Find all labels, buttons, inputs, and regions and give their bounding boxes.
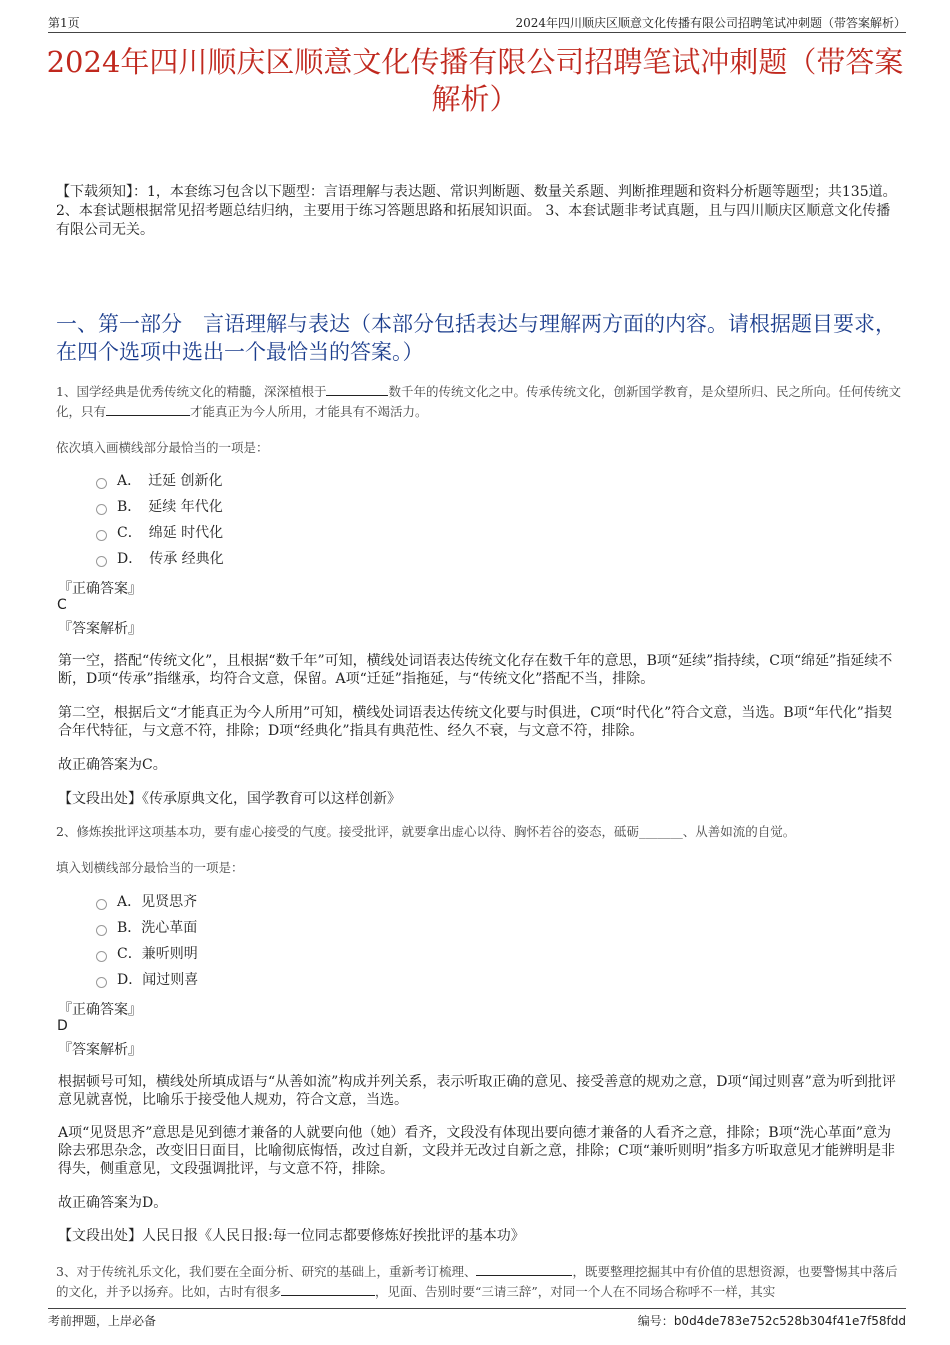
q2-option-d[interactable]: D．闻过则喜	[96, 971, 198, 989]
q1-option-b[interactable]: B． 延续 年代化	[96, 498, 223, 516]
q3-blank-1	[476, 1263, 572, 1276]
q2-analysis-label: 『答案解析』	[58, 1042, 142, 1058]
q1-analysis-3: 故正确答案为C。	[58, 757, 167, 773]
q1-stem-part-c: 才能真正为今人所用，才能具有不竭活力。	[190, 404, 428, 419]
question-3-stem	[56, 1262, 906, 1302]
radio-icon[interactable]	[96, 556, 107, 567]
page-title: 2024年四川顺庆区顺意文化传播有限公司招聘笔试冲刺题（带答案解析）	[46, 45, 904, 116]
page-number: 第1页	[48, 16, 80, 30]
q1-stem-part-a: 1、国学经典是优秀传统文化的精髓，深深植根于	[56, 384, 327, 399]
q1-source: 【文段出处】《传承原典文化，国学教育可以这样创新》	[58, 791, 401, 807]
footer-code	[638, 1312, 906, 1329]
q2-correct-answer: D	[57, 1018, 68, 1034]
footer-code-label: 编号：	[637, 1314, 674, 1328]
q3-stem-part-b: ，既要整理挖掘其中有价值的思想资源，也要警惕其中落后的文化，并予以扬弃。比如，古时有很多	[56, 1264, 898, 1299]
radio-icon[interactable]	[96, 530, 107, 541]
q1-option-d[interactable]: D． 传承 经典化	[96, 550, 224, 568]
q2-analysis-1: 根据顿号可知，横线处所填成语与“从善如流”构成并列关系，表示听取正确的意见、接受善意的规劝之意，D项“闻过则喜”意为听到批评意见就喜悦，比喻乐于接受他人规劝，符合文意，当选。	[58, 1074, 896, 1108]
q1-analysis-2: 第二空，根据后文“才能真正为今人所用”可知，横线处词语表达传统文化要与时俱进，C项“时代化”符合文意，当选。B项“年代化”指契合年代特征，与文意不符，排除；D项“经典化”指具有典范性、经久不衰，与文意不符，排除。	[58, 705, 892, 739]
q1-stem-part-b: 数千年的传统文化之中。传承传统文化，创新国学教育，是众望所归、民之所向。任何传统文化，只有	[56, 384, 901, 419]
q2-option-a[interactable]: A．见贤思齐	[96, 893, 197, 911]
q1-blank-2	[106, 403, 190, 416]
q1-instruction: 依次填入画横线部分最恰当的一项是：	[56, 440, 269, 455]
header-doc-title: 2024年四川顺庆区顺意文化传播有限公司招聘笔试冲刺题（带答案解析）	[515, 16, 906, 30]
footer-slogan: 考前押题，上岸必备	[48, 1314, 157, 1328]
q3-stem-part-a: 3、对于传统礼乐文化，我们要在全面分析、研究的基础上，重新考订梳理、	[56, 1264, 477, 1279]
radio-icon[interactable]	[96, 977, 107, 988]
q1-option-a[interactable]: A． 迁延 创新化	[96, 472, 223, 490]
q2-correct-label: 『正确答案』	[58, 1002, 142, 1018]
q2-option-b[interactable]: B．洗心革面	[96, 919, 197, 937]
q1-analysis-label: 『答案解析』	[58, 621, 142, 637]
section-heading: 一、第一部分 言语理解与表达（本部分包括表达与理解两方面的内容。请根据题目要求，在四个选项中选出一个最恰当的答案。）	[56, 312, 896, 364]
q1-correct-label: 『正确答案』	[58, 581, 142, 597]
question-2-stem: 2、修炼挨批评这项基本功，要有虚心接受的气度。接受批评，就要拿出虚心以待、胸怀若谷的姿态，砥砺_______、从善如流的自觉。	[56, 824, 796, 839]
q2-option-c[interactable]: C．兼听则明	[96, 945, 198, 963]
q1-blank-1	[326, 383, 388, 396]
q2-source: 【文段出处】人民日报《人民日报:每一位同志都要修炼好挨批评的基本功》	[58, 1228, 525, 1244]
q3-blank-2	[281, 1283, 375, 1296]
q2-analysis-2: A项“见贤思齐”意思是见到德才兼备的人就要向他（她）看齐，文段没有体现出要向德才兼备的人看齐之意，排除；B项“洗心革面”意为除去邪思杂念，改变旧日面目，比喻彻底悔悟，改过自新，文段并无改过自新之意，排除；C项“兼听则明”指多方听取意见才能辨明是非得失，侧重意见，文段强调批评，与文意不符，排除。	[58, 1125, 896, 1177]
q1-option-c[interactable]: C． 绵延 时代化	[96, 524, 223, 542]
radio-icon[interactable]	[96, 478, 107, 489]
footer-code-value: b0d4de783e752c528b304f41e7f58fdd	[673, 1314, 906, 1328]
q1-correct-answer: C	[57, 597, 67, 613]
page-footer	[48, 1308, 906, 1327]
radio-icon[interactable]	[96, 899, 107, 910]
radio-icon[interactable]	[96, 504, 107, 515]
download-notice: 【下载须知】：1，本套练习包含以下题型：言语理解与表达题、常识判断题、数量关系题、判断推理题和资料分析题等题型；共135道。 2、本套试题根据常见招考题总结归纳，主要用于练习答题思路和拓展知识面。 3、本套试题非考试真题，且与四川顺庆区顺意文化传播有限公司无关。	[56, 184, 897, 238]
radio-icon[interactable]	[96, 951, 107, 962]
page-header	[48, 12, 906, 33]
question-1-stem	[56, 382, 906, 422]
q2-analysis-3: 故正确答案为D。	[58, 1195, 168, 1211]
q3-stem-part-c: ，见面、告别时要“三请三辞”，对同一个人在不同场合称呼不一样，其实	[375, 1284, 776, 1299]
radio-icon[interactable]	[96, 925, 107, 936]
q1-analysis-1: 第一空，搭配“传统文化”，且根据“数千年”可知，横线处词语表达传统文化存在数千年的意思，B项“延续”指持续，C项“绵延”指延续不断，D项“传承”指继承，均符合文意，保留。A项“迁延”指拖延，与“传统文化”搭配不当，排除。	[58, 653, 893, 687]
q2-instruction: 填入划横线部分最恰当的一项是：	[56, 860, 244, 875]
